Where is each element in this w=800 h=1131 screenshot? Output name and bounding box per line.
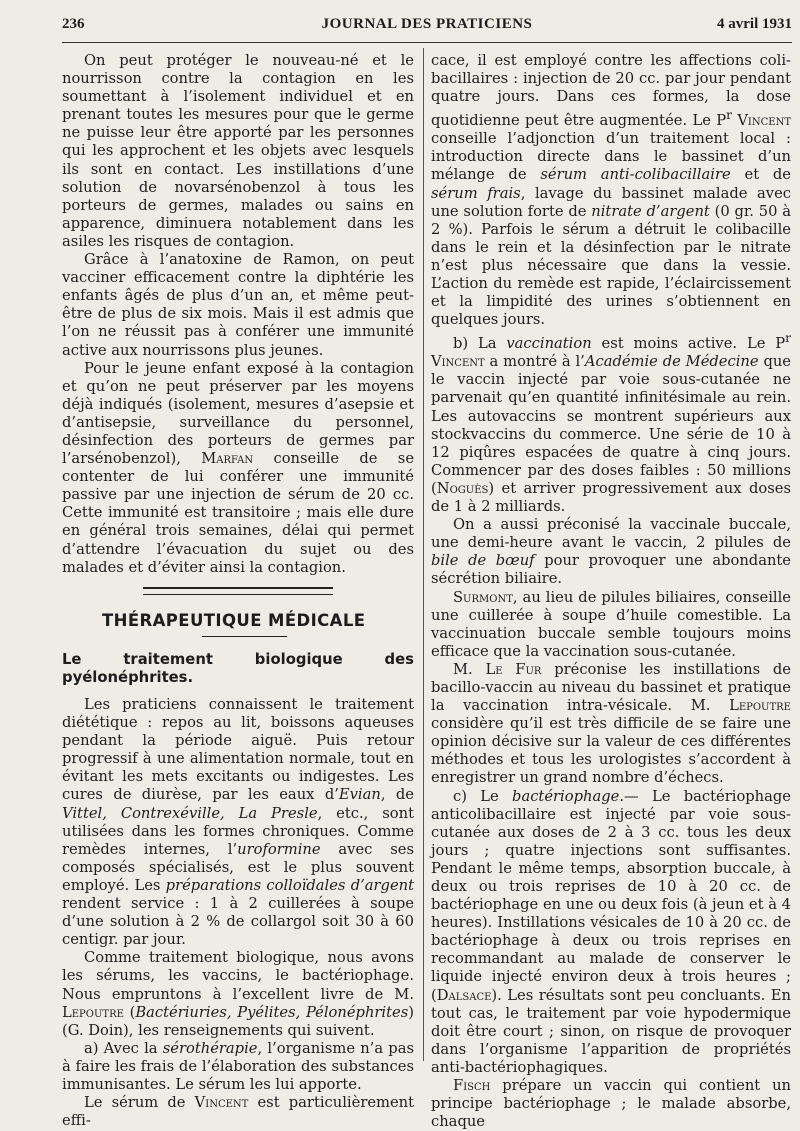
paragraph: M. Le Fur préconise les instillations de bacillo-vaccin au niveau du bassinet et pratique la vaccination intra-vésicale. M. Lepoutre considère qu’il est très difficile de se faire une opinion décisive sur la valeur de ces différentes méthodes et tous les urologistes s’accordent à enregistrer un grand nombre d’échecs.	[431, 660, 791, 787]
running-header	[62, 16, 792, 40]
paragraph: Pour le jeune enfant exposé à la contagion et qu’on ne peut préserver par les moyens déjà indiqués (isolement, mesures d’asepsie et d’antisepsie, surveillance du personnel, désinfection des porteurs de germes par l’arsénobenzol), Marfan conseille de se contenter de lui conférer une immunité passive par une injection de sérum de 20 cc. Cette immunité est transitoire ; mais elle dure en général trois semaines, délai qui permet d’attendre l’évacuation du sujet ou des malades et d’éviter ainsi la contagion.	[62, 359, 415, 576]
issue-date: 4 avril 1931	[717, 16, 792, 32]
paragraph: cace, il est employé contre les affections coli-bacillaires : injection de 20 cc. par jour pendant quatre jours. Dans ces formes, la dose quotidienne peut être augmentée. Le $P^r$ Vincent conseille l’adjonction d’un traitement local : introduction directe dans le bassinet d’un mélange de sérum anti-colibacillaire et de sérum frais, lavage du bassinet malade avec une solution forte de nitrate d’argent (0 gr. 50 à 2 %). Parfois le sérum a détruit le colibacille dans le rein et la désinfection par le nitrate n’est plus nécessaire que dans la vessie. L’action du remède est rapide, l’éclaircissement et la limpidité des urines s’obtiennent en quelques jours.	[431, 52, 792, 329]
paragraph: Grâce à l’anatoxine de Ramon, on peut vacciner efficacement contre la diphtérie les enfants âgés de plus d’un an, et même peut-être de plus de six mois. Mais il est admis que l’on ne réussit pas à conférer une immunité active aux nourrissons plus jeunes.	[62, 251, 414, 359]
section-title: THÉRAPEUTIQUE MÉDICALE	[102, 610, 366, 630]
journal-title: JOURNAL DES PRATICIENS	[321, 16, 533, 32]
paragraph: Surmont, au lieu de pilules biliaires, conseille une cuillerée à soupe d’huile comestible. La vaccinuation buccale semble toujours moins efficace que la vaccination sous-cutanée.	[431, 588, 791, 660]
page-number: 236	[62, 16, 85, 32]
paragraph: Le sérum de Vincent est particulièrement effi-	[62, 1094, 415, 1130]
paragraph: b) La vaccination est moins active. Le $P^r$ Vincent a montré à l’Académie de Médecine que le vaccin injecté par voie sous-cutanée ne parvenait qu’en quantité infinitésimale au rein. Les autovaccins se montrent supérieurs aux stockvaccins du commerce. Une série de 10 à 12 piqûres espacées de quatre à cinq jours. Commencer par des doses faibles : 50 millions (Noguès) et arriver progressivement aux doses de 1 à 2 milliards.	[431, 331, 791, 516]
paragraph: c) Le bactériophage.— Le bactériophage anticolibacillaire est injecté par voie sous-cutanée aux doses de 2 à 3 cc. tous les deux jours ; quatre injections sont suffisantes. Pendant le même temps, absorption buccale, à deux ou trois reprises de 10 à 20 cc. de bactériophage en une ou deux fois (à jeun et à 4 heures). Instillations vésicales de 10 à 20 cc. de bactériophage à deux ou trois reprises en recommandant au malade de conserver le liquide injecté environ deux à trois heures ; (Dalsace). Les résultats sont peu concluants. En tout cas, le traitement par voie hypodermique doit être court ; sinon, on risque de provoquer dans l’organisme l’apparition de propriétés anti-bactériophagiques.	[431, 787, 791, 1076]
paragraph: On peut protéger le nouveau-né et le nourrisson contre la contagion en les soumettant à l’isolement individuel et en prenant toutes les mesures pour que le germe ne puisse leur être apporté par les personnes qui les approchent et les objets avec lesquels ils sont en contact. Les instillations d’une solution de novarsénobenzol à tous les porteurs de germes, malades ou sains en apparence, diminuera notablement dans les asiles les risques de contagion.	[62, 52, 414, 250]
left-column	[62, 52, 414, 1130]
paragraph: Comme traitement biologique, nous avons les sérums, les vaccins, le bactériophage. Nous empruntons à l’excellent livre de M. Lepoutre (Bactériuries, Pyélites, Pélonéphrites) (G. Doin), les renseignements qui suivent.	[62, 949, 414, 1039]
header-rule	[62, 42, 792, 43]
paragraph: Les praticiens connaissent le traitement diététique : repos au lit, boissons aqueuses pendant la période aiguë. Puis retour progressif à une alimentation normale, tout en évitant les mets excitants ou indigestes. Les cures de diurèse, par les eaux d’Evian, de Vittel, Contrexéville, La Presle, etc., sont utilisées dans les formes chroniques. Comme remèdes internes, l’uroformine avec ses composés spécialisés, est le plus souvent employé. Les préparations colloïdales d’argent rendent service : 1 à 2 cuillerées à soupe d’une solution à 2 % de collargol soit 30 à 60 centigr. par jour.	[62, 696, 415, 949]
paragraph: On a aussi préconisé la vaccinale buccale, une demi-heure avant le vaccin, 2 pilules de bile de bœuf pour provoquer une abondante sécrétion biliaire.	[431, 516, 792, 588]
paragraph: Fisch prépare un vaccin qui contient un principe bactériophage ; le malade absorbe, chaque	[431, 1077, 791, 1131]
section-divider	[143, 587, 333, 595]
right-column	[431, 52, 791, 1131]
column-separator	[423, 48, 424, 1061]
paragraph: a) Avec la sérothérapie, l’organisme n’a pas à faire les frais de l’élaboration des substances immunisantes. Le sérum les lui apporte.	[62, 1039, 414, 1093]
short-rule	[202, 636, 287, 637]
article-title: Le traitement biologique des pyélonéphrites.	[62, 650, 414, 686]
